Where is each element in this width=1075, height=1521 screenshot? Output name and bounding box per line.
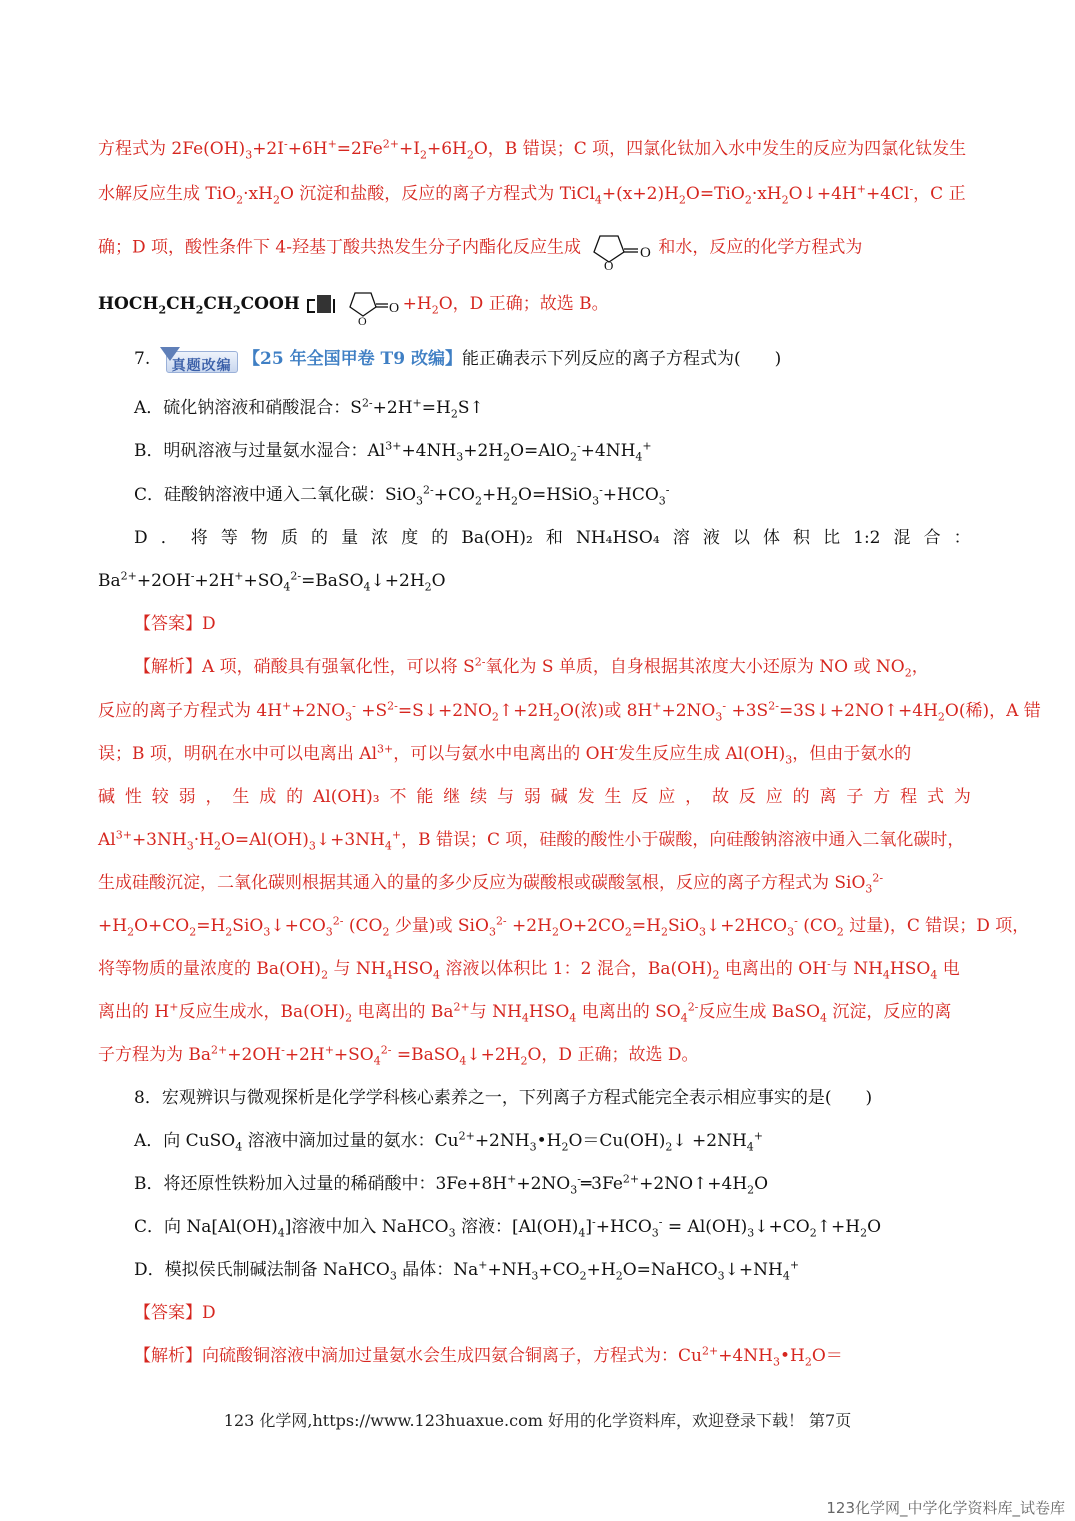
option-a: A．向 CuSO$_4$ 溶液中滴加过量的氨水：$Cu^{2+}+2NH_3•H_2O=Cu(OH)_2↓ +2NH_4^+$ bbox=[134, 1129, 763, 1154]
option-d-word: 合 bbox=[923, 528, 941, 548]
option-d-word: 1:2 bbox=[853, 528, 881, 548]
analysis-word: 的 bbox=[792, 787, 810, 807]
analysis-line: 确；D 项，酸性条件下 4-羟基丁酸共热发生分子内酯化反应生成 O O 和水，反应的化学方程式为 bbox=[98, 226, 977, 270]
analysis-word: 与 bbox=[496, 787, 514, 807]
option-d-word: 的 bbox=[311, 528, 329, 548]
option-d-word: ． bbox=[160, 528, 178, 548]
analysis-word: 不 bbox=[389, 787, 407, 807]
analysis-word: 碱 bbox=[550, 787, 568, 807]
analysis-word: 反 bbox=[631, 787, 649, 807]
analysis-word: 性 bbox=[124, 787, 142, 807]
analysis-line: $Al^{3+}+3NH_3\cdot H_2O=Al(OH)_3↓+3NH_4^+$，B 错误；C 项，硅酸的酸性小于碳酸，向硅酸钠溶液中通入二氧化碳时， bbox=[98, 828, 965, 853]
reaction-arrow-icon bbox=[305, 293, 337, 317]
option-d-word: 度 bbox=[401, 528, 419, 548]
lactone-structure bbox=[586, 226, 658, 270]
option-d-word: ： bbox=[953, 528, 971, 548]
watermark-text: 123化学网_中学化学资料库_试卷库 bbox=[826, 1499, 1065, 1517]
analysis-word: 程 bbox=[900, 787, 918, 807]
option-d-word: 浓 bbox=[371, 528, 389, 548]
analysis-word: 式 bbox=[926, 787, 944, 807]
analysis-word: 方 bbox=[873, 787, 891, 807]
option-d-word: 和 bbox=[545, 528, 563, 548]
option-d-continued: $Ba^{2+}+2OH^-+2H^++SO_4^{2-}=BaSO_4↓+2H_2O$ bbox=[98, 569, 446, 594]
svg-text:O: O bbox=[640, 245, 652, 261]
option-c: C．硅酸钠溶液中通入二氧化碳：$SiO_3^{2-}+CO_2+H_2O=HSiO_3^-+HCO_3^-$ bbox=[134, 483, 670, 508]
page-footer: 123 化学网,https://www.123huaxue.com 好用的化学资料库，欢迎登录下载！ 第7页 bbox=[223, 1411, 852, 1430]
analysis-word: 子 bbox=[846, 787, 864, 807]
analysis-word: 碱 bbox=[98, 787, 115, 807]
analysis-line: $+H_2O+CO_2=H_2SiO_3↓+CO_3^{2-}$ ($CO_2$ 少量)或 $SiO_3^{2-} +2H_2O+2CO_2=H_2SiO_3↓+2HCO_3^-$ ($CO_2$ 过量)，C 错误；D 项， bbox=[98, 914, 1030, 939]
option-d-word: 的 bbox=[431, 528, 449, 548]
analysis-word: 为 bbox=[953, 787, 971, 807]
analysis-word: 生 bbox=[232, 787, 250, 807]
option-d-word: 质 bbox=[280, 528, 298, 548]
analysis-line: 误；B 项，明矾在水中可以电离出 $Al^{3+}$，可以与氨水中电离出的 OH-发生反应生成 $Al(OH)_3$，但由于氨水的 bbox=[98, 742, 912, 767]
analysis-word: 成 bbox=[259, 787, 277, 807]
analysis-word: 离 bbox=[819, 787, 837, 807]
option-b: B．明矾溶液与过量氨水湿合：$Al^{3+}+4NH_3+2H_2O=AlO_2^-+4NH_4^+$ bbox=[134, 439, 652, 464]
analysis-word: ， bbox=[685, 787, 703, 807]
option-d-word: 将 bbox=[190, 528, 208, 548]
analysis-word: 生 bbox=[604, 787, 622, 807]
analysis-word: 继 bbox=[443, 787, 461, 807]
analysis-word: 故 bbox=[711, 787, 729, 807]
option-d-word: 等 bbox=[220, 528, 238, 548]
analysis-line: 子方程为为 $Ba^{2+}+2OH^-+2H^++SO_4^{2-}$ $=BaSO_4↓+2H_2O$，D 正确；故选 D。 bbox=[98, 1043, 699, 1068]
answer-line: 【答案】D bbox=[134, 614, 216, 634]
answer-line: 【答案】D bbox=[134, 1303, 216, 1323]
option-d-word: 量 bbox=[341, 528, 359, 548]
analysis-line: 方程式为 $2Fe(OH)_3+2I^-+6H^+=2Fe^{2+}+I_2+6H_2O$，B 错误；C 项，四氯化钛加入水中发生的反应为四氯化钛发生 bbox=[98, 137, 967, 162]
analysis-word: 能 bbox=[416, 787, 434, 807]
svg-text:O: O bbox=[604, 258, 614, 270]
analysis-word: 应 bbox=[765, 787, 783, 807]
option-d: D．模拟侯氏制碱法制备 NaHCO$_3$ 晶体：$Na^++NH_3+CO_2+H_2O=NaHCO_3↓+NH_4^+$ bbox=[134, 1258, 800, 1283]
analysis-word: 较 bbox=[151, 787, 169, 807]
option-d-word: Ba(OH)₂ bbox=[461, 528, 533, 548]
option-d-word: 液 bbox=[702, 528, 720, 548]
option-a: A．硫化钠溶液和硝酸混合：$S^{2-}+2H^+=H_2S↑$ bbox=[134, 396, 484, 421]
analysis-line: 离出的 H+反应生成水，$Ba(OH)_2$ 电离出的 $Ba^{2+}$与 $NH_4HSO_4$ 电离出的 $SO_4^{2-}$反应生成 BaSO$_4$ 沉淀，反应的离 bbox=[98, 1000, 952, 1025]
analysis-word: 反 bbox=[738, 787, 756, 807]
option-d bbox=[134, 527, 971, 549]
option-d-word: 混 bbox=[893, 528, 911, 548]
badge-icon: 真题改编 bbox=[156, 347, 238, 373]
analysis-line: 生成硅酸沉淀，二氧化碳则根据其通入的量的多少反应为碳酸根或碳酸氢根，反应的离子方程式为 SiO$_3^{2-}$ bbox=[98, 871, 884, 896]
analysis-line: 【解析】A 项，硝酸具有强氧化性，可以将 $S^{2-}$氧化为 S 单质，自身根据其浓度大小还原为 NO 或 $NO_2$， bbox=[134, 655, 929, 680]
option-d-word: NH₄HSO₄ bbox=[575, 528, 660, 548]
option-d-word: 物 bbox=[250, 528, 268, 548]
question-8-stem: 8．宏观辨识与微观探析是化学学科核心素养之一，下列离子方程式能完全表示相应事实的是( ) bbox=[134, 1088, 873, 1108]
analysis-word: Al(OH)₃ bbox=[313, 787, 380, 807]
analysis-word: 应 bbox=[658, 787, 676, 807]
analysis-line: 【解析】向硫酸铜溶液中滴加过量氨水会生成四氨合铜离子，方程式为：$Cu^{2+}+4NH_3•H_2O=$ bbox=[134, 1344, 843, 1369]
analysis-line: 水解反应生成 $TiO_2\cdot xH_2O$ 沉淀和盐酸，反应的离子方程式为 $TiCl_4+(x+2)H_2O=TiO_2\cdot xH_2O↓+4H^++4Cl^-$，C 正 bbox=[98, 182, 966, 207]
option-b: B．将还原性铁粉加入过量的稀硝酸中：$3Fe+8H^++2NO_3^-═3Fe^{2+}+2NO↑+4H_2O$ bbox=[134, 1172, 769, 1197]
option-d-word: D bbox=[134, 528, 148, 548]
analysis-line: 反应的离子方程式为 $4H^++2NO_3^-$ $+S^{2-}=S↓+2NO_2↑+2H_2O$(浓)或 $8H^++2NO_3^-$ $+3S^{2-}=3S↓+2NO↑+4H_2O$(稀)，A 错 bbox=[98, 699, 1041, 724]
analysis-word: 弱 bbox=[178, 787, 196, 807]
option-d-word: 体 bbox=[762, 528, 780, 548]
analysis-line bbox=[98, 786, 971, 808]
svg-text:O: O bbox=[357, 313, 367, 325]
analysis-word: ， bbox=[205, 787, 223, 807]
question-7-stem: 7. 真题改编 【25 年全国甲卷 T9 改编】能正确表示下列反应的离子方程式为( ) bbox=[134, 346, 977, 373]
lactone-structure bbox=[343, 285, 403, 325]
option-d-word: 以 bbox=[732, 528, 750, 548]
option-d-word: 比 bbox=[823, 528, 841, 548]
analysis-word: 弱 bbox=[523, 787, 541, 807]
option-d-word: 溶 bbox=[672, 528, 690, 548]
analysis-line: 将等物质的量浓度的 $Ba(OH)_2$ 与 $NH_4HSO_4$ 溶液以体积比 1：2 混合，$Ba(OH)_2$ 电离出的 OH-与 $NH_4HSO_4$ 电 bbox=[98, 957, 960, 982]
analysis-line: $HOCH_2CH_2CH_2COOH$ O O $+H_2O$，D 正确；故选 B。 bbox=[98, 284, 977, 325]
analysis-word: 发 bbox=[577, 787, 595, 807]
analysis-word: 续 bbox=[470, 787, 488, 807]
option-c: C．向 $Na[Al(OH)_4]$溶液中加入 NaHCO$_3$ 溶液：$[Al(OH)_4]^-+HCO_3^-$ = $Al(OH)_3↓+CO_2↑+H_2O$ bbox=[134, 1215, 881, 1240]
analysis-word: 的 bbox=[286, 787, 304, 807]
svg-text:O: O bbox=[388, 300, 399, 316]
option-d-word: 积 bbox=[793, 528, 810, 548]
